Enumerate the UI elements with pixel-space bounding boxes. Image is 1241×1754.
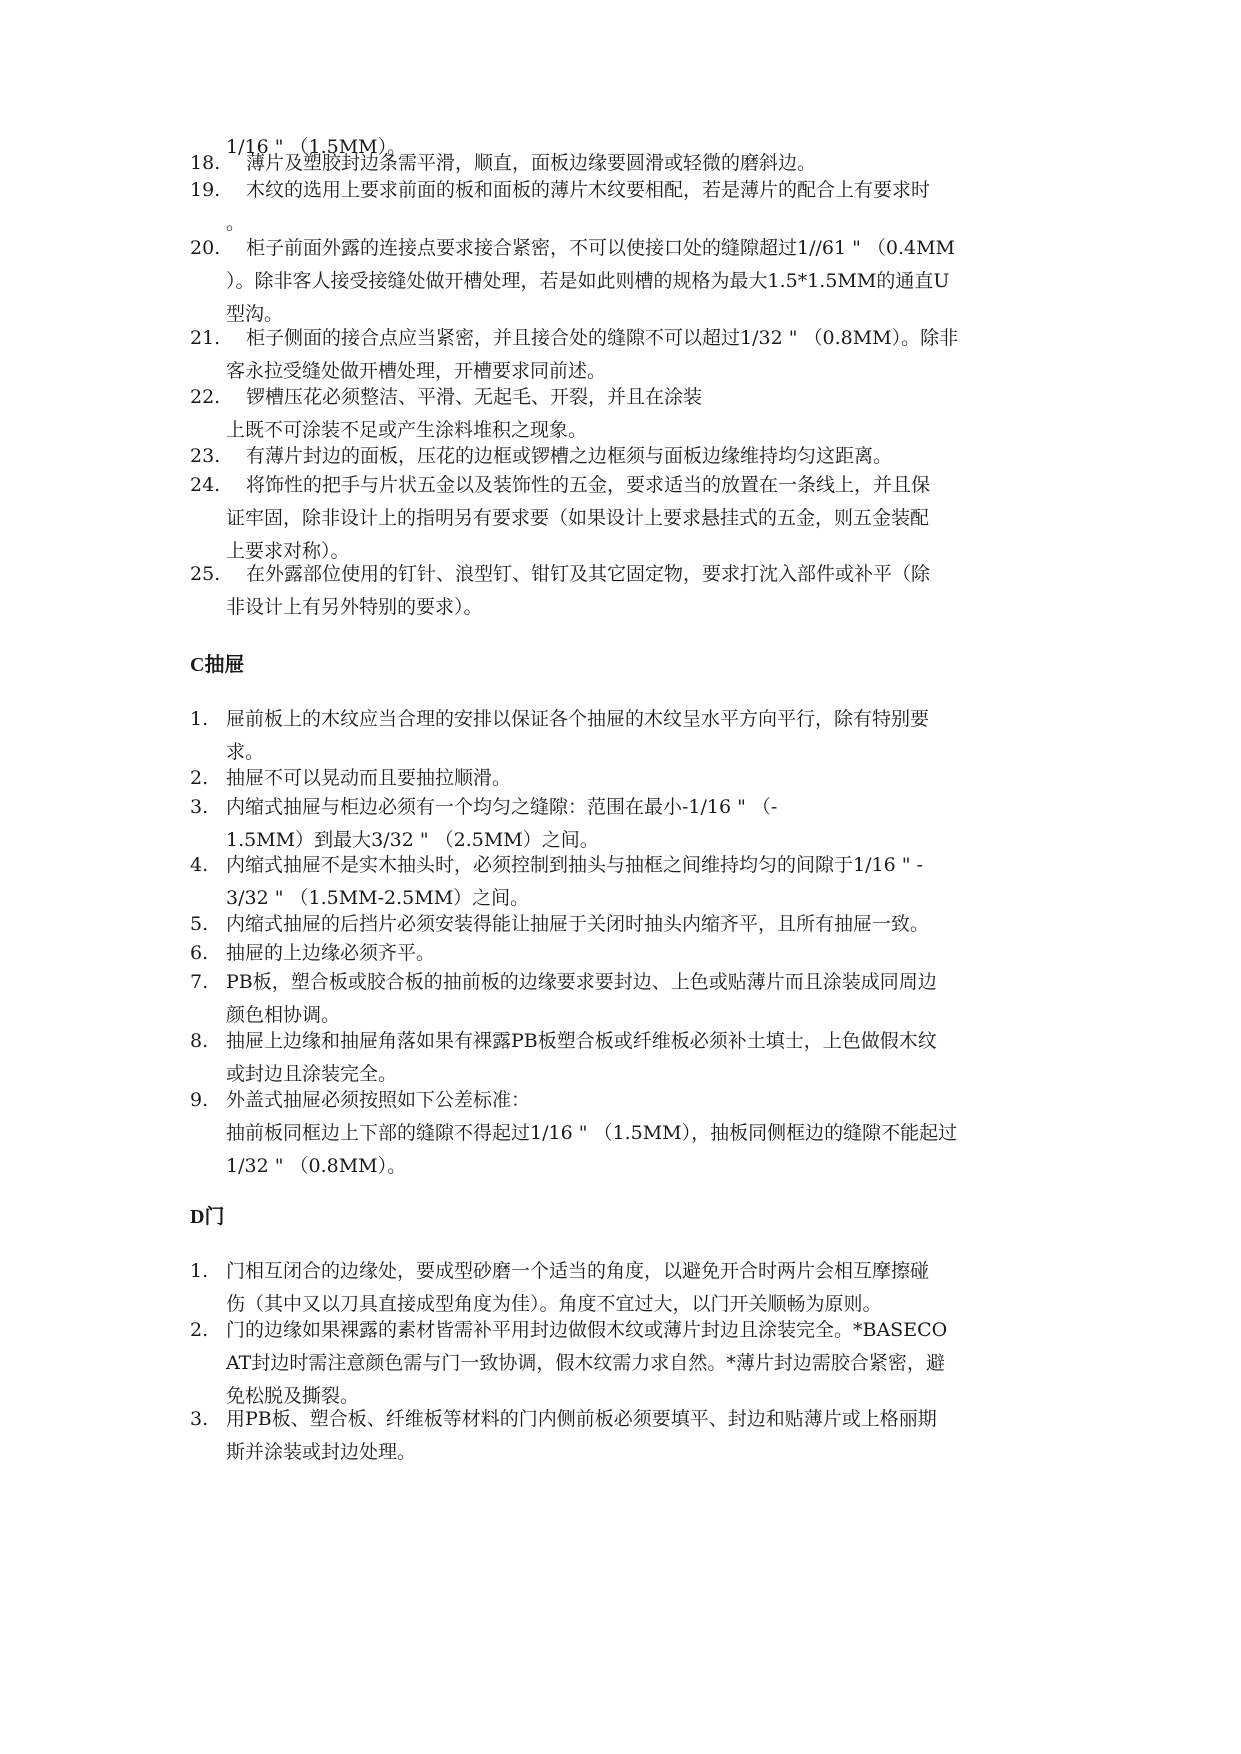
item-line: 求。 [226, 741, 265, 763]
item-number: 19. [190, 179, 221, 201]
item-line: 3/32 " （1.5MM-2.5MM）之间。 [226, 887, 530, 909]
item-number: 18. [190, 152, 221, 174]
list-item-c8 [190, 1025, 1070, 1091]
item-line: 1/32 " （0.8MM）。 [226, 1155, 407, 1177]
section-heading-d: D门 [190, 1206, 225, 1228]
item-line: 证牢固，除非设计上的指明另有要求要（如果设计上要求悬挂式的五金，则五金装配 [226, 507, 930, 529]
item-line: 颜色相协调。 [226, 1004, 341, 1026]
item-line: 薄片及塑胶封边条需平滑，顺直，面板边缘要圆滑或轻微的磨斜边。 [246, 152, 817, 174]
list-item-d3 [190, 1403, 1070, 1469]
item-line: 1.5MM）到最大3/32 " （2.5MM）之间。 [226, 829, 599, 851]
item-line: 或封边且涂装完全。 [226, 1063, 398, 1085]
list-item-d2 [190, 1314, 1070, 1413]
item-number: 9. [190, 1089, 209, 1111]
item-line: 将饰性的把手与片状五金以及装饰性的五金，要求适当的放置在一条线上，并且保 [246, 474, 931, 496]
item-number: 3. [190, 1408, 209, 1430]
item-line: 斯并涂装或封边处理。 [226, 1441, 417, 1463]
list-item-d1 [190, 1255, 1070, 1321]
item-line: 客永拉受缝处做开槽处理，开槽要求同前述。 [226, 360, 607, 382]
list-item-c3 [190, 791, 1070, 857]
item-line: 门的边缘如果裸露的素材皆需补平用封边做假木纹或薄片封边且涂装完全。*BASECO [226, 1319, 948, 1341]
list-item-c1 [190, 703, 1070, 769]
item-number: 22. [190, 386, 221, 408]
item-line: 抽屉不可以晃动而且要抽拉顺滑。 [226, 767, 512, 789]
item-line: 非设计上有另外特别的要求）。 [226, 596, 483, 618]
list-item-c7 [190, 966, 1070, 1032]
item-number: 6. [190, 942, 209, 964]
list-item-21 [190, 322, 1070, 388]
list-item-22 [190, 381, 1070, 447]
item-line: 型沟。 [226, 303, 284, 325]
item-number: 25. [190, 563, 221, 585]
list-item-19 [190, 174, 1070, 240]
lead-line-text: 1/16 " （1.5MM）。 [226, 136, 407, 158]
item-line: PB板，塑合板或胶合板的抽前板的边缘要求要封边、上色或贴薄片而且涂装成同周边 [226, 971, 937, 993]
item-line: 免松脱及撕裂。 [226, 1385, 360, 1407]
item-line: 有薄片封边的面板，压花的边框或锣槽之边框须与面板边缘维持均匀这距离。 [246, 445, 893, 467]
item-line: 门相互闭合的边缘处，要成型砂磨一个适当的角度，以避免开合时两片会相互摩擦碰 [226, 1260, 930, 1282]
list-item-24 [190, 469, 1070, 568]
item-number: 5. [190, 913, 209, 935]
list-item-20 [190, 232, 1070, 331]
item-line: 上既不可涂装不足或产生涂料堆积之现象。 [226, 419, 588, 441]
item-line: AT封边时需注意颜色需与门一致协调，假木纹需力求自然。*薄片封边需胶合紧密，避 [226, 1352, 945, 1374]
list-item-c9 [190, 1084, 1070, 1183]
section-heading-c: C抽屉 [190, 654, 245, 676]
item-line: 柜子前面外露的连接点要求接合紧密，不可以使接口处的缝隙超过1//61 " （0.4MM [246, 237, 956, 259]
item-line: 内缩式抽屉的后挡片必须安装得能让抽屉于关闭时抽头内缩齐平，且所有抽屉一致。 [226, 913, 930, 935]
item-line: 锣槽压花必须整洁、平滑、无起毛、开裂，并且在涂装 [246, 386, 703, 408]
item-line: 抽前板同框边上下部的缝隙不得起过1/16 " （1.5MM），抽板同侧框边的缝隙不能起过 [226, 1122, 958, 1144]
item-line: 内缩式抽屉不是实木抽头时，必须控制到抽头与抽框之间维持均匀的间隙于1/16 " - [226, 854, 923, 876]
item-number: 4. [190, 854, 209, 876]
item-line: 在外露部位使用的钉针、浪型钉、钳钉及其它固定物，要求打沈入部件或补平（除 [246, 563, 931, 585]
item-number: 23. [190, 445, 221, 467]
list-item-25 [190, 558, 1070, 624]
item-line: 木纹的选用上要求前面的板和面板的薄片木纹要相配，若是薄片的配合上有要求时 [246, 179, 931, 201]
item-number: 7. [190, 971, 209, 993]
list-item-c4 [190, 849, 1070, 915]
item-number: 8. [190, 1030, 209, 1052]
item-line: 。 [226, 212, 246, 234]
item-line: 抽屉的上边缘必须齐平。 [226, 942, 436, 964]
item-number: 2. [190, 1319, 209, 1341]
item-line: 抽屉上边缘和抽屉角落如果有裸露PB板塑合板或纤维板必须补土填士，上色做假木纹 [226, 1030, 937, 1052]
item-line: ）。除非客人接受接缝处做开槽处理，若是如此则槽的规格为最大1.5*1.5MM的通直U [226, 270, 950, 292]
item-line: 上要求对称）。 [226, 540, 350, 562]
item-number: 20. [190, 237, 221, 259]
item-number: 2. [190, 767, 209, 789]
item-number: 3. [190, 796, 209, 818]
item-line: 外盖式抽屉必须按照如下公差标准： [226, 1089, 531, 1111]
item-line: 内缩式抽屉与柜边必须有一个均匀之缝隙：范围在最小-1/16 " （- [226, 796, 778, 818]
item-line: 屉前板上的木纹应当合理的安排以保证各个抽屉的木纹呈水平方向平行，除有特别要 [226, 708, 930, 730]
item-number: 21. [190, 327, 221, 349]
item-number: 1. [190, 1260, 209, 1282]
item-line: 伤（其中又以刀具直接成型角度为佳）。角度不宜过大，以门开关顺畅为原则。 [226, 1293, 882, 1315]
item-line: 用PB板、塑合板、纤维板等材料的门内侧前板必须要填平、封边和贴薄片或上格丽期 [226, 1408, 937, 1430]
item-number: 24. [190, 474, 221, 496]
item-line: 柜子侧面的接合点应当紧密，并且接合处的缝隙不可以超过1/32 " （0.8MM）。除非 [246, 327, 959, 349]
item-number: 1. [190, 708, 209, 730]
